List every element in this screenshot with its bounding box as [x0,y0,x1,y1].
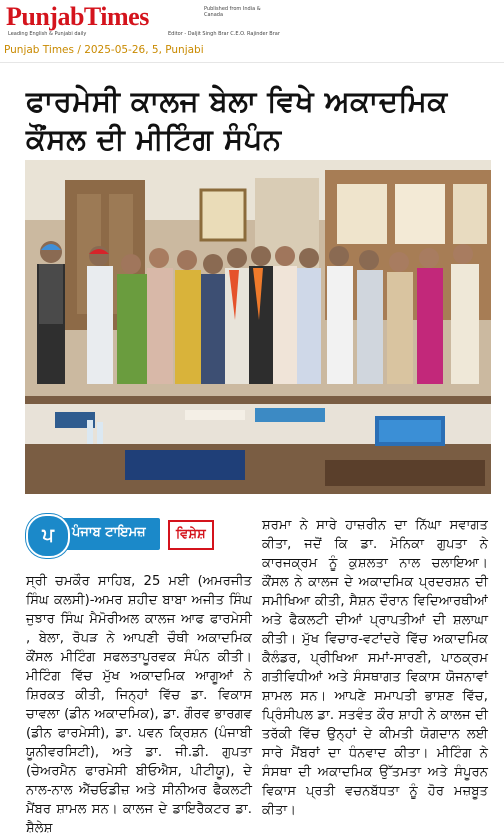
brand-banner [26,514,252,558]
masthead [0,0,504,44]
article-body-right: ਸ਼ਰਮਾ ਨੇ ਸਾਰੇ ਹਾਜ਼ਰੀਨ ਦਾ ਨਿੱਘਾ ਸਵਾਗਤ ਕੀਤਾ, ਜਦੋਂ ਕਿ ਡਾ. ਮੋਨਿਕਾ ਗੁਪਤਾ ਨੇ ਕਾਰਜਕ੍ਰਮ ਨੂੰ ਕੁਸ਼ਲਤਾ ਨਾਲ ਚਲਾਇਆ। ਕੌਂਸਲ ਨੇ ਕਾਲਜ ਦੇ ਅਕਾਦਮਿਕ ਪ੍ਰਦਰਸ਼ਨ ਦੀ ਸਮੀਖਿਆ ਕੀਤੀ, ਸੈਸ਼ਨ ਦੌਰਾਨ ਵਿਦਿਆਰਥੀਆਂ ਅਤੇ ਫੈਕਲਟੀ ਦੀਆਂ ਪ੍ਰਾਪਤੀਆਂ ਦੀ ਸ਼ਲਾਘਾ ਕੀਤੀ। ਮੁੱਖ ਵਿਚਾਰ-ਵਟਾਂਦਰੇ ਵਿੱਚ ਅਕਾਦਮਿਕ ਕੈਲੰਡਰ, ਪ੍ਰੀਖਿਆ ਸਮਾਂ-ਸਾਰਣੀ, ਪਾਠਕ੍ਰਮ ਗਤੀਵਿਧੀਆਂ ਅਤੇ ਸੰਸਥਾਗਤ ਵਿਕਾਸ ਯੋਜਨਾਵਾਂ ਸ਼ਾਮਲ ਸਨ। ਆਪਣੇ ਸਮਾਪਤੀ ਭਾਸ਼ਣ ਵਿੱਚ, ਪ੍ਰਿੰਸੀਪਲ ਡਾ. ਸਤਵੰਤ ਕੌਰ ਸ਼ਾਹੀ ਨੇ ਕਾਲਜ ਦੀ ਤਰੱਕੀ ਵਿੱਚ ਉਨ੍ਹਾਂ ਦੇ ਕੀਮਤੀ ਯੋਗਦਾਨ ਲਈ ਸਾਰੇ ਮੈਂਬਰਾਂ ਦਾ ਧੰਨਵਾਦ ਕੀਤਾ। ਮੀਟਿੰਗ ਨੇ ਸੰਸਥਾ ਦੀ ਅਕਾਦਮਿਕ ਉੱਤਮਤਾ ਅਤੇ ਸੰਪੂਰਨ ਵਿਕਾਸ ਪ੍ਰਤੀ ਵਚਨਬੱਧਤਾ ਨੂੰ ਹੋਰ ਮਜ਼ਬੂਤ ਕੀਤਾ। [262,518,488,818]
headline-line-1: ਫਾਰਮੇਸੀ ਕਾਲਜ ਬੇਲਾ ਵਿਖੇ ਅਕਾਦਮਿਕ [26,84,448,118]
divider [0,62,504,63]
masthead-logo: PunjabTimes [6,2,149,31]
group-photo [25,160,491,494]
source-line[interactable]: Punjab Times / 2025-05-26, 5, Punjabi [4,44,204,56]
brand-name: ਪੰਜਾਬ ਟਾਇਮਜ਼ [72,525,146,540]
masthead-published: Published from India & Canada [204,6,261,18]
article-body-left: ਸ੍ਰੀ ਚਮਕੌਰ ਸਾਹਿਬ, 25 ਮਈ (ਅਮਰਜੀਤ ਸਿੰਘ ਕਲਸੀ)-ਅਮਰ ਸ਼ਹੀਦ ਬਾਬਾ ਅਜੀਤ ਸਿੰਘ ਜੁਝਾਰ ਸਿੰਘ ਮੈਮੋਰੀਅਲ ਕਾਲਜ ਆਫ ਫਾਰਮੇਸੀ , ਬੇਲਾ, ਰੋਪੜ ਨੇ ਆਪਣੀ ਚੌਥੀ ਅਕਾਦਮਿਕ ਕੌਂਸਲ ਮੀਟਿੰਗ ਸਫਲਤਾਪੂਰਵਕ ਸੰਪੰਨ ਕੀਤੀ। ਮੀਟਿੰਗ ਵਿੱਚ ਮੁੱਖ ਅਕਾਦਮਿਕ ਆਗੂਆਂ ਨੇ ਸ਼ਿਰਕਤ ਕੀਤੀ, ਜਿਨ੍ਹਾਂ ਵਿੱਚ ਡਾ. ਵਿਕਾਸ ਚਾਵਲਾ (ਡੀਨ ਅਕਾਦਮਿਕ), ਡਾ. ਗੌਰਵ ਭਾਰਗਵ (ਡੀਨ ਫਾਰਮੇਸੀ), ਡਾ. ਪਵਨ ਕ੍ਰਿਸ਼ਨ (ਪੰਜਾਬੀ ਯੂਨੀਵਰਸਿਟੀ), ਅਤੇ ਡਾ. ਜੀ.ਡੀ. ਗੁਪਤਾ (ਚੇਅਰਮੈਨ ਫਾਰਮੇਸੀ ਬੀਓਐਸ, ਪੀਟੀਯੂ), ਦੇ ਨਾਲ-ਨਾਲ ਐੱਚਓਡੀਜ਼ ਅਤੇ ਸੀਨੀਅਰ ਫੈਕਲਟੀ ਮੈਂਬਰ ਸ਼ਾਮਲ ਸਨ। ਕਾਲਜ ਦੇ ਡਾਇਰੈਕਟਰ ਡਾ. ਸ਼ੈਲੇਸ਼ [26,574,252,836]
headline-line-2: ਕੌਂਸਲ ਦੀ ਮੀਟਿੰਗ ਸੰਪੰਨ [26,122,282,156]
brand-tag-special: ਵਿਸ਼ੇਸ਼ [168,520,214,550]
masthead-tagline: Leading English & Punjabi daily [8,31,87,37]
brand-logo-icon: ਪ [26,514,70,558]
masthead-editor: Editor - Daljit Singh Brar C.E.O. Rajinder Brar [168,31,280,37]
newspaper-clipping [22,76,492,836]
article-headline [26,82,486,158]
